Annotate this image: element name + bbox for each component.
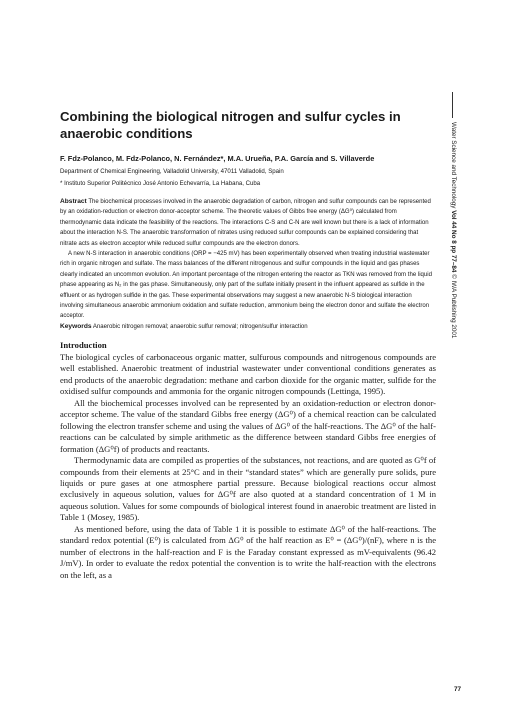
body-text <box>60 352 436 581</box>
journal-copyright: © IWA Publishing 2001 <box>450 274 457 339</box>
abstract <box>60 197 436 332</box>
journal-sidebar <box>446 122 460 400</box>
page-number: 77 <box>454 686 462 693</box>
paper-title: Combining the biological nitrogen and sulfur cycles in anaerobic conditions <box>60 109 401 141</box>
keywords-label: Keywords <box>60 322 92 330</box>
section-heading-introduction: Introduction <box>60 340 107 350</box>
keywords: Keywords Anaerobic nitrogen removal; anaerobic sulfur removal; nitrogen/sulfur interaction <box>60 322 308 330</box>
affiliation-2: * Instituto Superior Politécnico José Antonio Echevarría, La Habana, Cuba <box>60 180 261 187</box>
body-paragraph-4: As mentioned before, using the data of Table 1 it is possible to estimate ΔG⁰ of the half-reactions. The standard redox potential (E⁰) is calculated from ΔG⁰ of the half reaction as E⁰ = (ΔG⁰)/(nF), where n is the number of electrons in the half-reaction and F is the Faraday constant expressed as mV-equivalents (96.42 J/mV). In order to evaluate the redox potential the convention is to write the half-reaction with the electrons on the left, as a <box>60 523 436 580</box>
journal-name: Water Science and Technology <box>450 122 457 209</box>
abstract-label: Abstract <box>60 198 87 205</box>
author-list: F. Fdz-Polanco, M. Fdz-Polanco, N. Fernández*, M.A. Urueña, P.A. García and S. Villaverde <box>60 154 375 163</box>
sidebar-rule <box>452 92 453 118</box>
affiliation-1: Department of Chemical Engineering, Valladolid University, 47011 Valladolid, Spain <box>60 168 284 175</box>
journal-volume: Vol 44 No 8 pp 77–84 <box>450 210 457 273</box>
body-paragraph-1: The biological cycles of carbonaceous organic matter, sulfurous compounds and nitrogenous compounds are well established. Anaerobic treatment of industrial wastewater under conventional conditions generates as end products of the anaerobic degradation: methane and carbon dioxide for the organic matter, sulfide for the oxidised sulfur compounds and ammonia for the organic nitrogen compounds (Lettinga, 1995). <box>60 352 436 397</box>
abstract-para-1: Abstract The biochemical processes involved in the anaerobic degradation of carbon, nitrogen and sulfur compounds can be represented by an oxidation-reduction or electron donor-acceptor scheme. The theoretic values of Gibbs free energy (ΔG⁰) calculated from thermodynamic data indicate the feasibility of the reactions. The interactions C-S and C-N are well known but there is a lack of information about the interaction N-S. The anaerobic transformation of nitrates using reduced sulfur compounds can be explained considering that nitrate acts as electron acceptor while reduced sulfur compounds are the electron donors. <box>60 198 431 247</box>
abstract-para-2: A new N-S interaction in anaerobic conditions (ORP = −425 mV) has been experimentally observed when treating industrial wastewater rich in organic nitrogen and sulfate. The mass balances of the different nitrogenous and sulfur compounds in the liquid and gas phases clearly indicated an uncommon evolution. An important percentage of the nitrogen entering the reactor as TKN was removed from the liquid phase appearing as N₂ in the gas phase. Simultaneously, only part of the sulfate initially present in the influent appeared as sulfide in the effluent or as hydrogen sulfide in the gas. These experimental observations may suggest a new anaerobic N-S biological interaction involving simultaneous anaerobic ammonium oxidation and sulfate reduction, ammonium being the electron donor and sulfate the electron acceptor. <box>60 251 432 320</box>
body-paragraph-2: All the biochemical processes involved can be represented by an oxidation-reduction or electron donor-acceptor scheme. The value of the standard Gibbs free energy (ΔG⁰) of a chemical reaction can be calculated following the electron transfer scheme and using the values of ΔG⁰ of the half-reactions. The ΔG⁰ of the half-reactions can be calculated by simple arithmetic as the difference between standard Gibbs free energies of formation (ΔG⁰f) of products and reactants. <box>60 397 436 454</box>
body-paragraph-3: Thermodynamic data are compiled as properties of the substances, not reactions, and are quoted as G⁰f of compounds from their elements at 25°C and in their “standard states” which are generally pure solids, pure liquids or pure gases at one atmosphere partial pressure. Because biological reactions occur almost exclusively in aqueous solution, values for ΔG⁰f are also quoted at a standard concentration of 1 M in aqueous solution. Values for some compounds of biological interest found in anaerobic treatment are listed in Table 1 (Mosey, 1985). <box>60 455 436 523</box>
